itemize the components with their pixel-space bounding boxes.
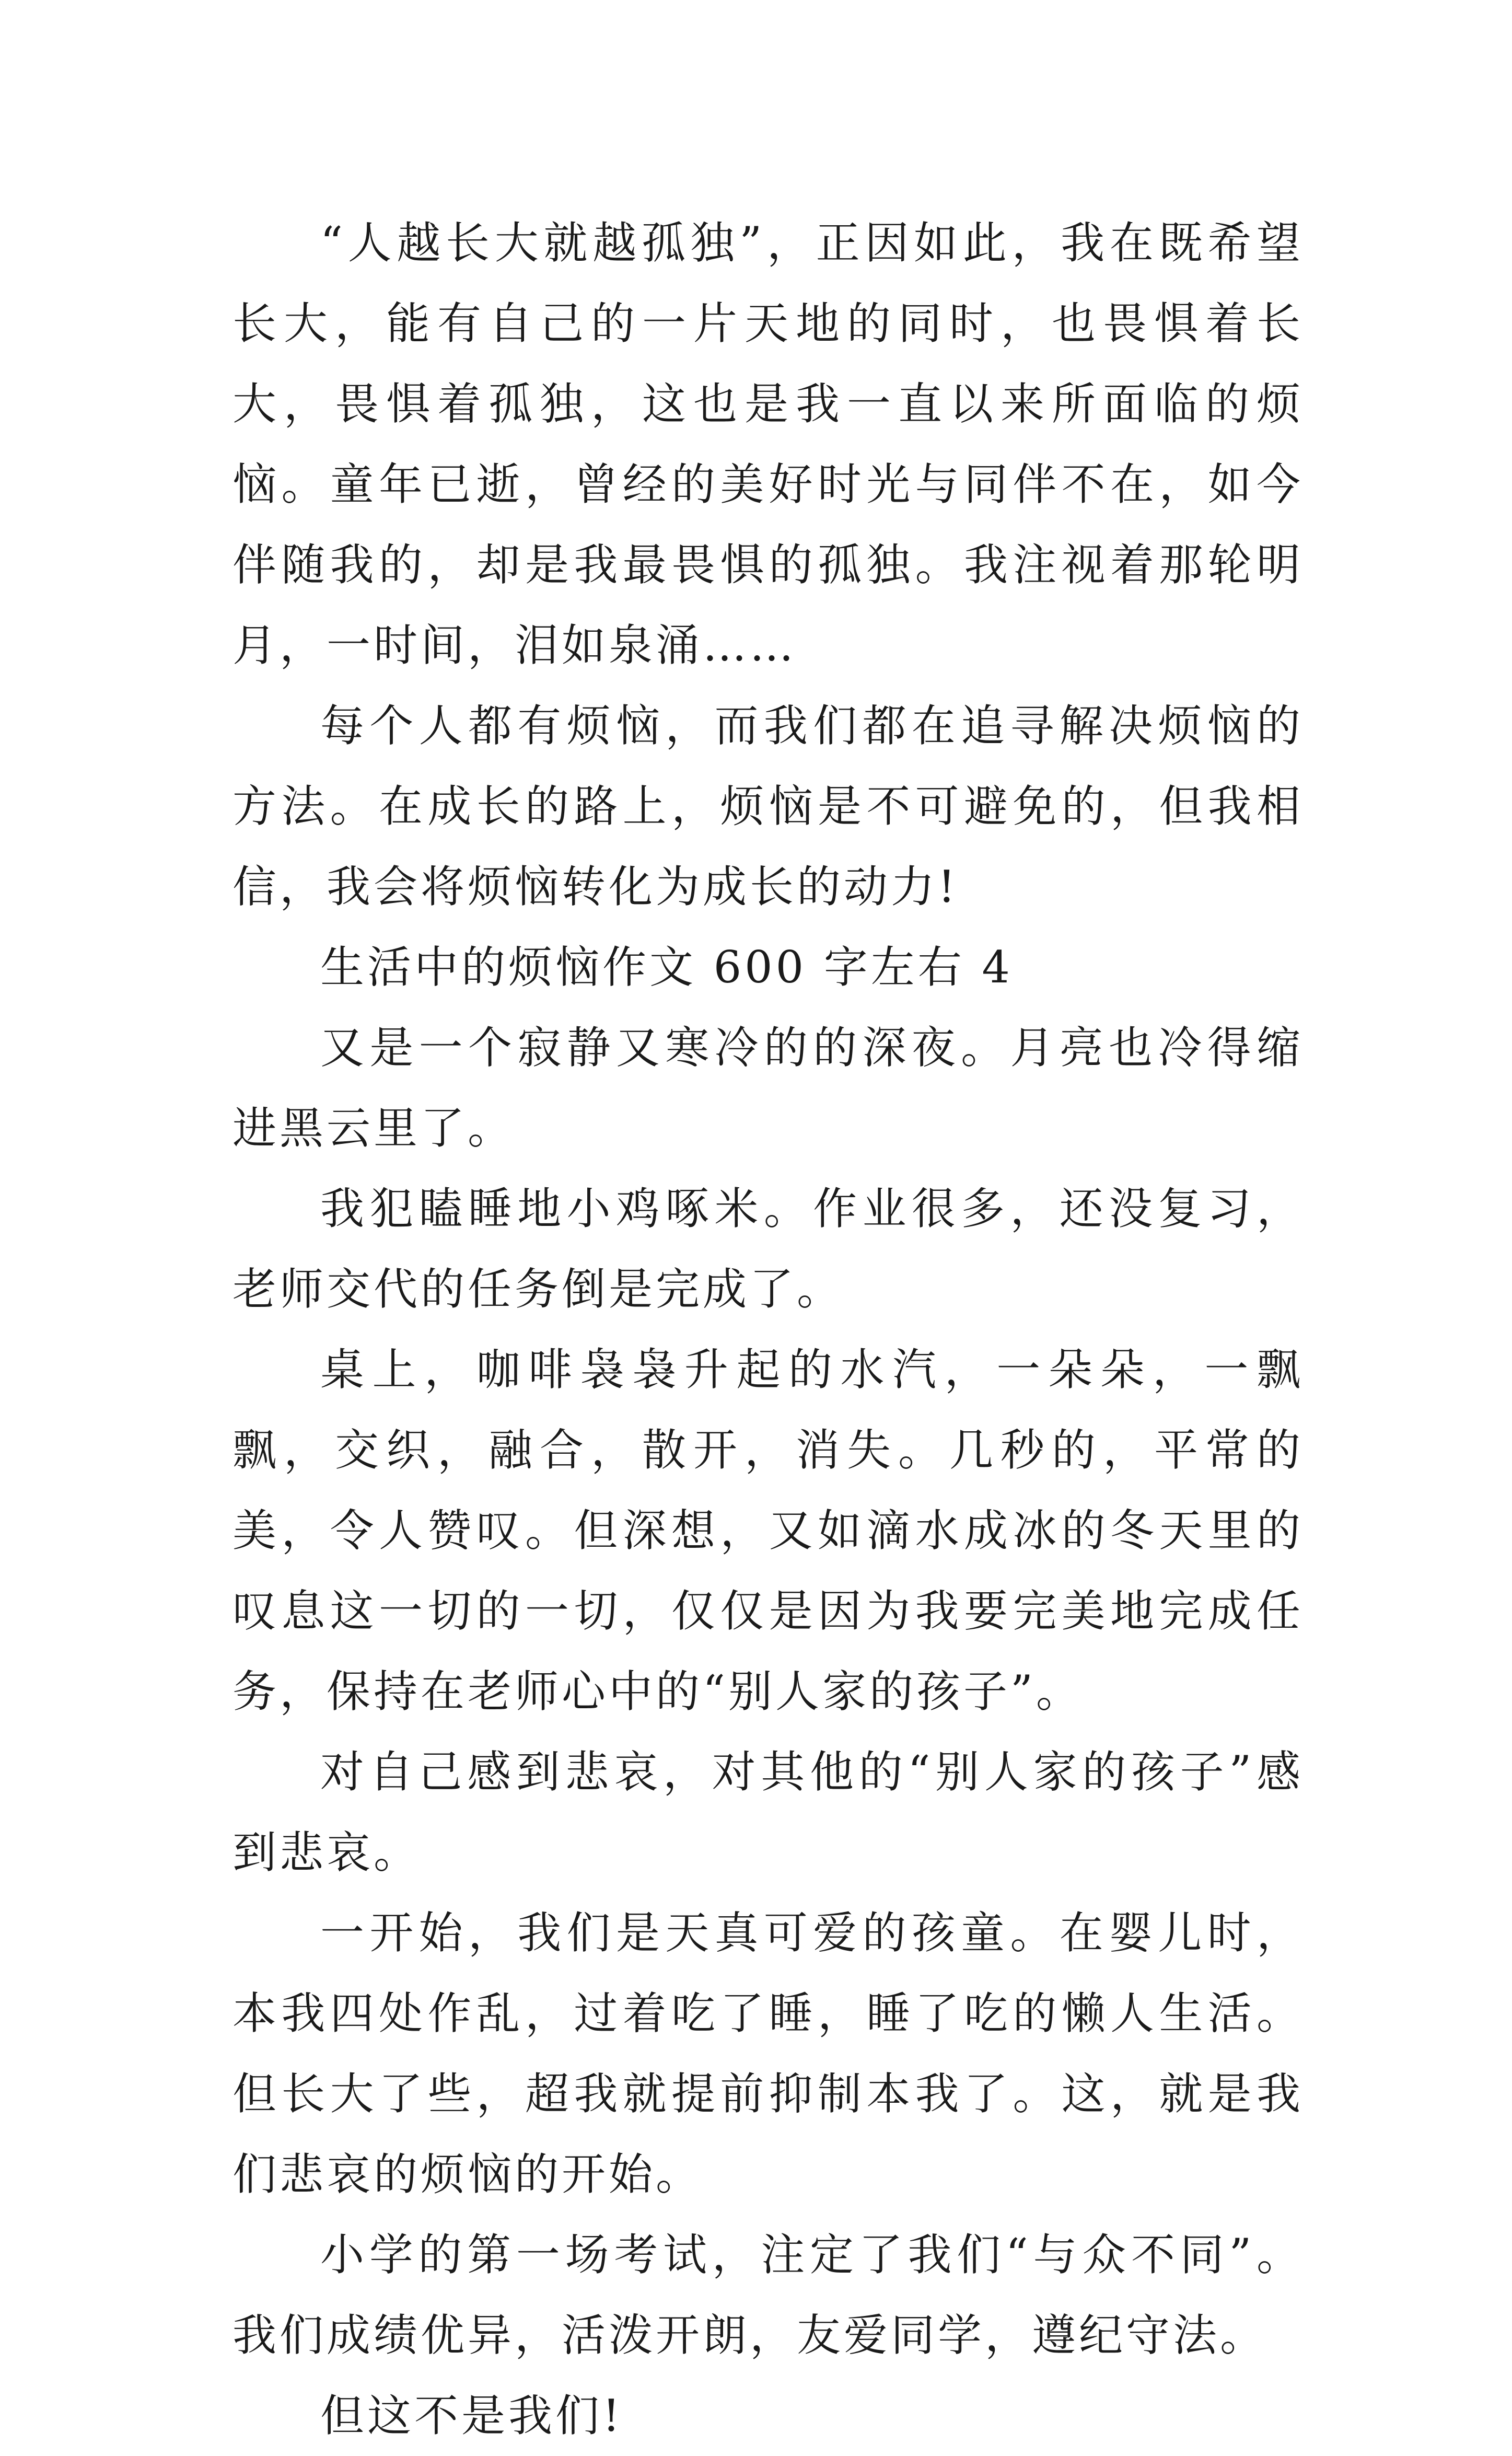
essay-heading: 生活中的烦恼作文 600 字左右 4 [320, 942, 1013, 993]
paragraph-night: 又是一个寂静又寒冷的的深夜。月亮也冷得缩进黑云里了。 [232, 1022, 1304, 1154]
paragraph-not-us: 但这不是我们! [320, 2390, 623, 2441]
paragraph-growth: 每个人都有烦恼，而我们都在追寻解决烦恼的方法。在成长的路上，烦恼是不可避免的，但我相信，我会将烦恼转化为成长的动力! [232, 700, 1304, 912]
paragraph-coffee: 桌上，咖啡袅袅升起的水汽，一朵朵，一飘飘，交织，融合，散开，消失。几秒的，平常的美，令人赞叹。但深想，又如滴水成冰的冬天里的叹息这一切的一切，仅仅是因为我要完美地完成任务，保持在老师心中的“别人家的孩子”。 [232, 1344, 1304, 1717]
paragraph-sorrow: 对自己感到悲哀，对其他的“别人家的孩子”感到悲哀。 [232, 1746, 1304, 1878]
paragraph-first-exam: 小学的第一场考试，注定了我们“与众不同”。我们成绩优异，活泼开朗，友爱同学，遵纪守法。 [232, 2229, 1304, 2361]
paragraph-sleepy: 我犯瞌睡地小鸡啄米。作业很多，还没复习，老师交代的任务倒是完成了。 [232, 1183, 1304, 1315]
paragraph-loneliness: “人越长大就越孤独”，正因如此，我在既希望长大，能有自己的一片天地的同时，也畏惧着长大，畏惧着孤独，这也是我一直以来所面临的烦恼。童年已逝，曾经的美好时光与同伴不在，如今伴随我的，却是我最畏惧的孤独。我注视着那轮明月，一时间，泪如泉涌…… [232, 217, 1304, 671]
essay-body [232, 203, 1304, 2456]
paragraph-childhood: 一开始，我们是天真可爱的孩童。在婴儿时，本我四处作乱，过着吃了睡，睡了吃的懒人生活。但长大了些，超我就提前抑制本我了。这，就是我们悲哀的烦恼的开始。 [232, 1907, 1304, 2200]
